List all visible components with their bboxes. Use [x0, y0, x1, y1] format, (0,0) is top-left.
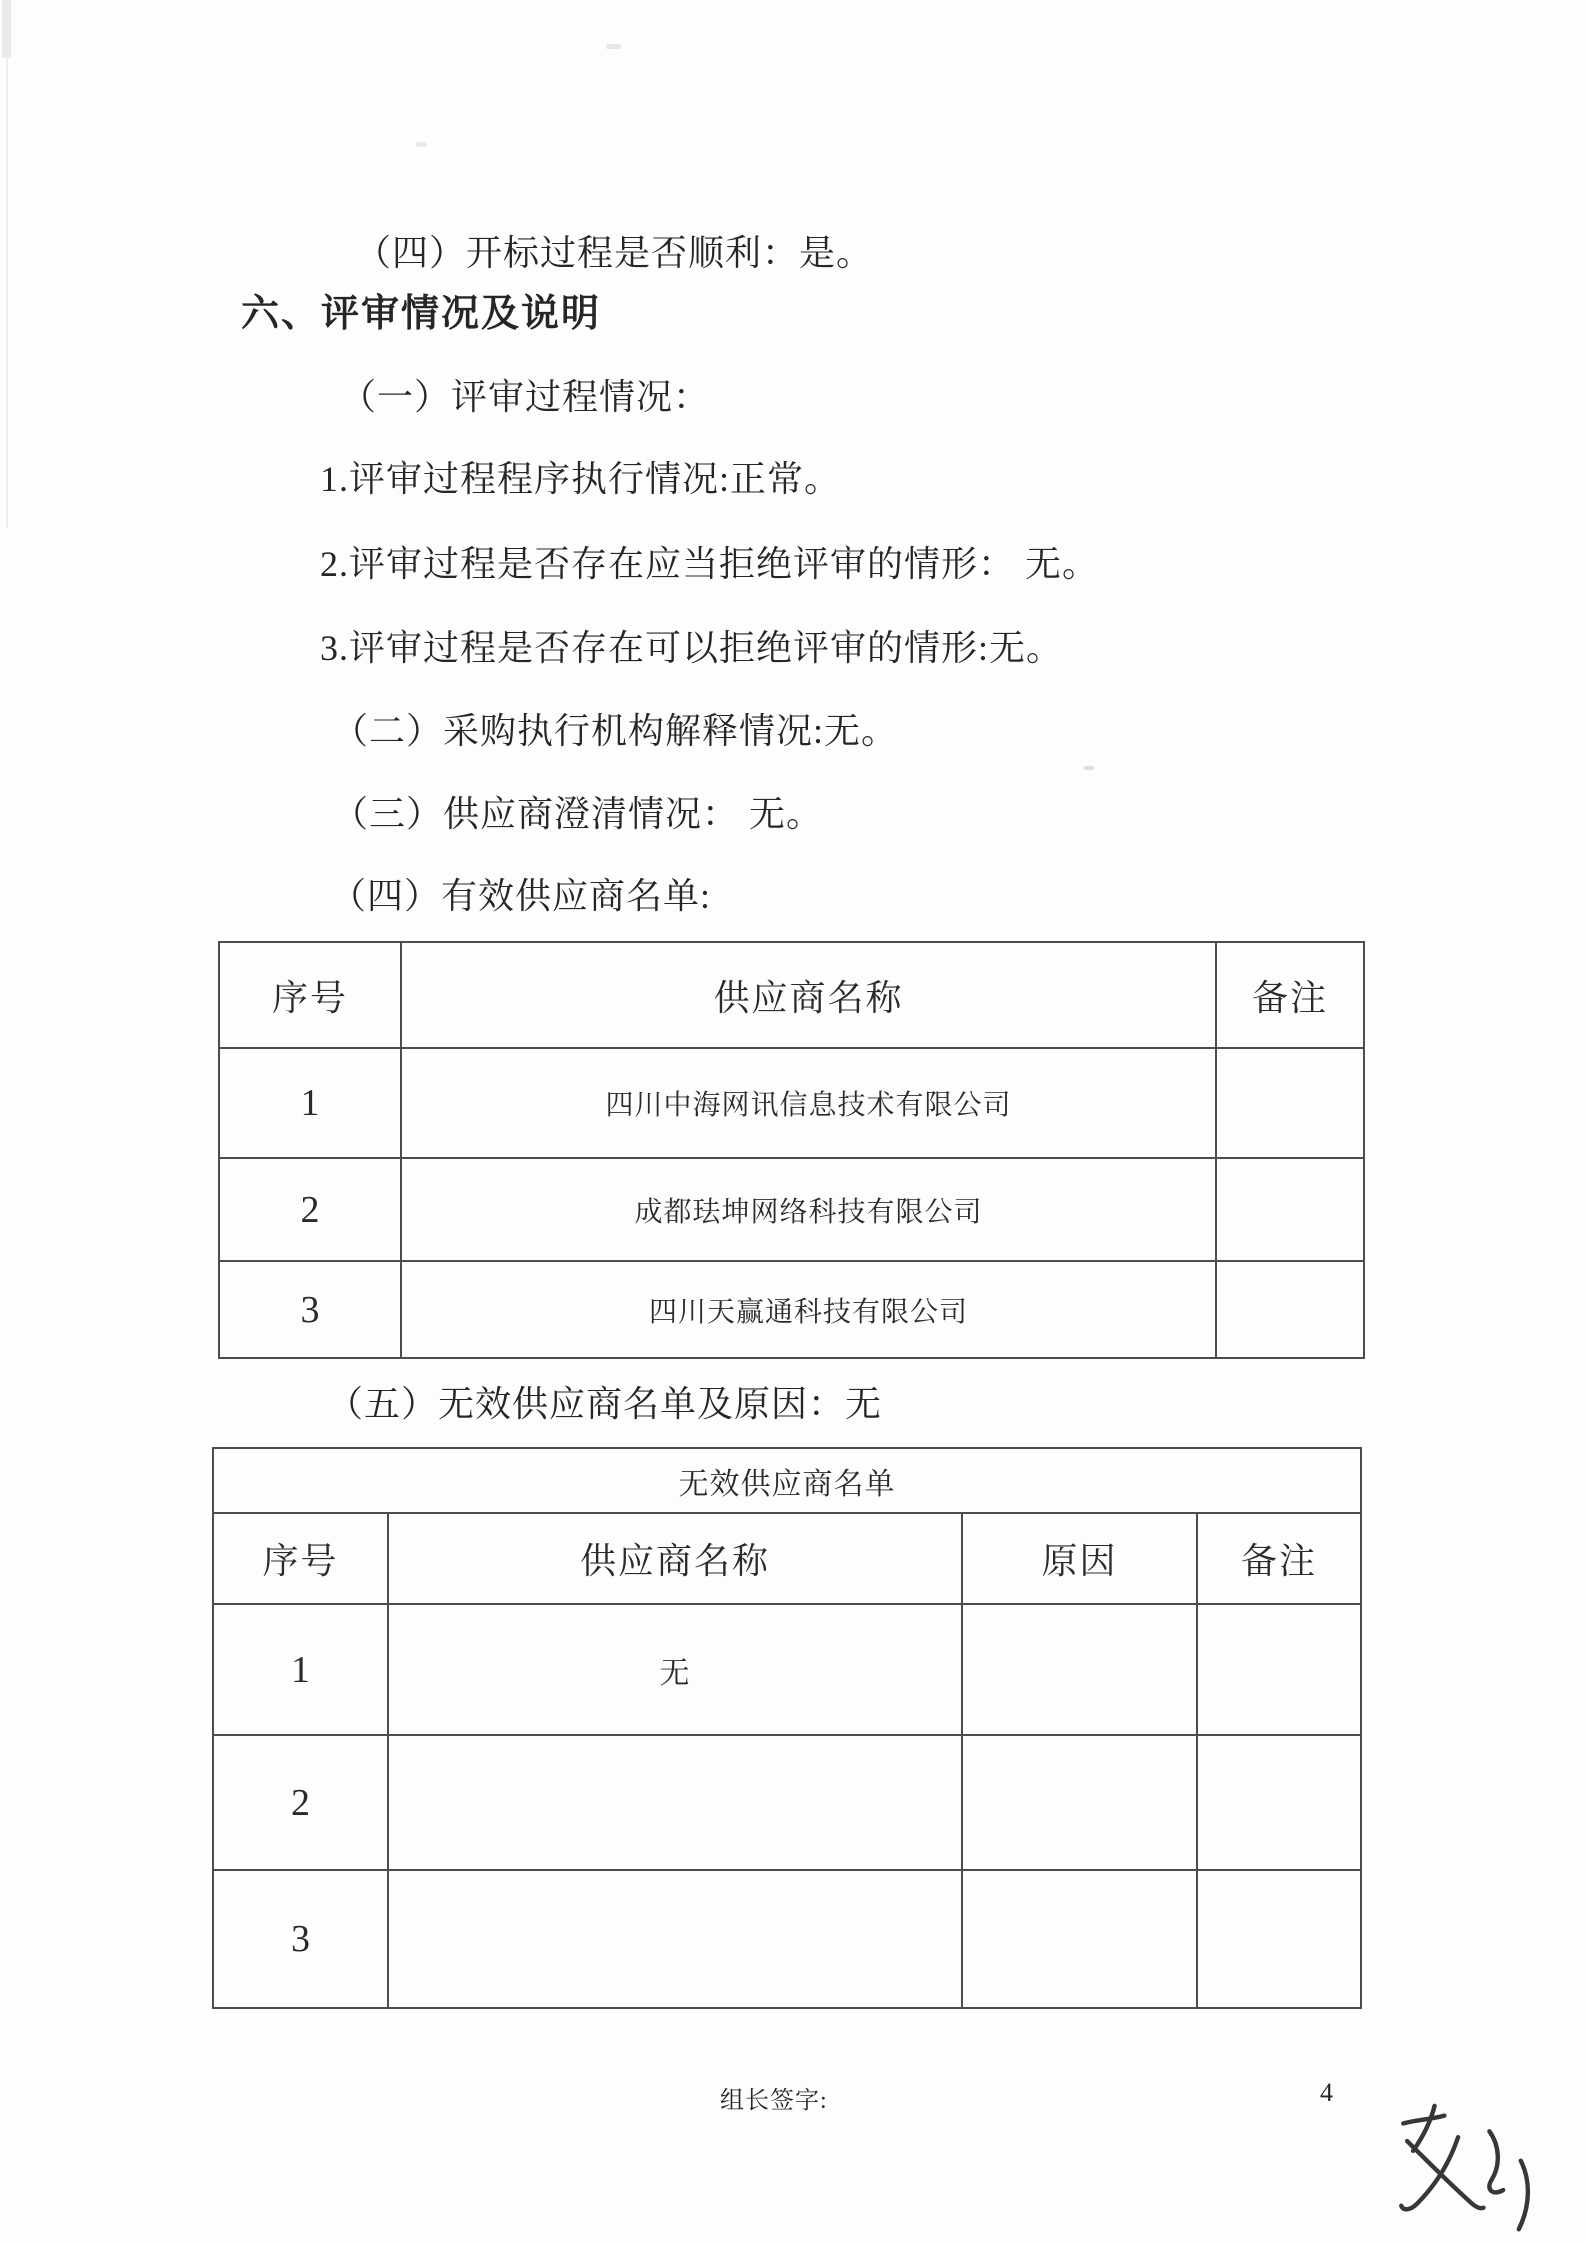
cell-reason	[962, 1735, 1197, 1870]
table-row	[213, 1870, 1361, 2008]
cell-reason	[962, 1604, 1197, 1735]
cell-no: 3	[213, 1870, 388, 2008]
cell-supplier-name: 成都珐坤网络科技有限公司	[401, 1158, 1216, 1261]
column-header-note: 备注	[1197, 1513, 1361, 1604]
cell-note	[1197, 1735, 1361, 1870]
scan-artifact	[606, 44, 621, 49]
column-header-supplier-name: 供应商名称	[388, 1513, 962, 1604]
scan-artifact	[2, 0, 11, 58]
scan-artifact	[6, 58, 8, 528]
paragraph-sub2: （二）采购执行机构解释情况:无。	[332, 711, 899, 751]
paragraph-sub3: （三）供应商澄清情况： 无。	[332, 794, 824, 834]
invalid-suppliers-table	[212, 1447, 1362, 2009]
valid-suppliers-table	[218, 941, 1365, 1359]
paragraph-point1: 1.评审过程程序执行情况:正常。	[320, 459, 842, 499]
paragraph-point2: 2.评审过程是否存在应当拒绝评审的情形： 无。	[320, 544, 1100, 584]
cell-no: 3	[219, 1261, 401, 1358]
paragraph-opening-item4: （四）开标过程是否顺利：是。	[355, 233, 874, 273]
cell-supplier-name: 无	[388, 1604, 962, 1735]
cell-note	[1216, 1048, 1364, 1158]
cell-note	[1197, 1870, 1361, 2008]
cell-note	[1216, 1261, 1364, 1358]
table-header-row	[213, 1513, 1361, 1604]
paragraph-point3: 3.评审过程是否存在可以拒绝评审的情形:无。	[320, 628, 1064, 668]
cell-no: 1	[219, 1048, 401, 1158]
cell-reason	[962, 1870, 1197, 2008]
cell-supplier-name: 四川中海网讯信息技术有限公司	[401, 1048, 1216, 1158]
table-row	[219, 1048, 1364, 1158]
cell-supplier-name: 四川天赢通科技有限公司	[401, 1261, 1216, 1358]
cell-note	[1216, 1158, 1364, 1261]
column-header-reason: 原因	[962, 1513, 1197, 1604]
table-header-row	[219, 942, 1364, 1048]
column-header-no: 序号	[213, 1513, 388, 1604]
invalid-table-title: 无效供应商名单	[213, 1448, 1361, 1513]
table-row	[213, 1604, 1361, 1735]
paragraph-sub4: （四）有效供应商名单:	[330, 876, 712, 916]
cell-note	[1197, 1604, 1361, 1735]
leader-signature-label: 组长签字:	[720, 2088, 828, 2114]
page-number: 4	[1320, 2078, 1333, 2107]
table-title-row	[213, 1448, 1361, 1513]
table-row	[219, 1261, 1364, 1358]
scan-artifact	[416, 142, 427, 147]
cell-supplier-name	[388, 1870, 962, 2008]
column-header-note: 备注	[1216, 942, 1364, 1048]
cell-no: 2	[219, 1158, 401, 1261]
cell-no: 2	[213, 1735, 388, 1870]
table-row	[213, 1735, 1361, 1870]
cell-no: 1	[213, 1604, 388, 1735]
table-row	[219, 1158, 1364, 1261]
section6-heading: 六、评审情况及说明	[241, 293, 602, 335]
scan-artifact	[1084, 766, 1094, 770]
handwritten-signature	[1372, 2098, 1552, 2240]
paragraph-sub5: （五）无效供应商名单及原因：无	[327, 1384, 883, 1424]
paragraph-sub1: （一）评审过程情况：	[340, 377, 711, 417]
column-header-no: 序号	[219, 942, 401, 1048]
cell-supplier-name	[388, 1735, 962, 1870]
column-header-supplier-name: 供应商名称	[401, 942, 1216, 1048]
